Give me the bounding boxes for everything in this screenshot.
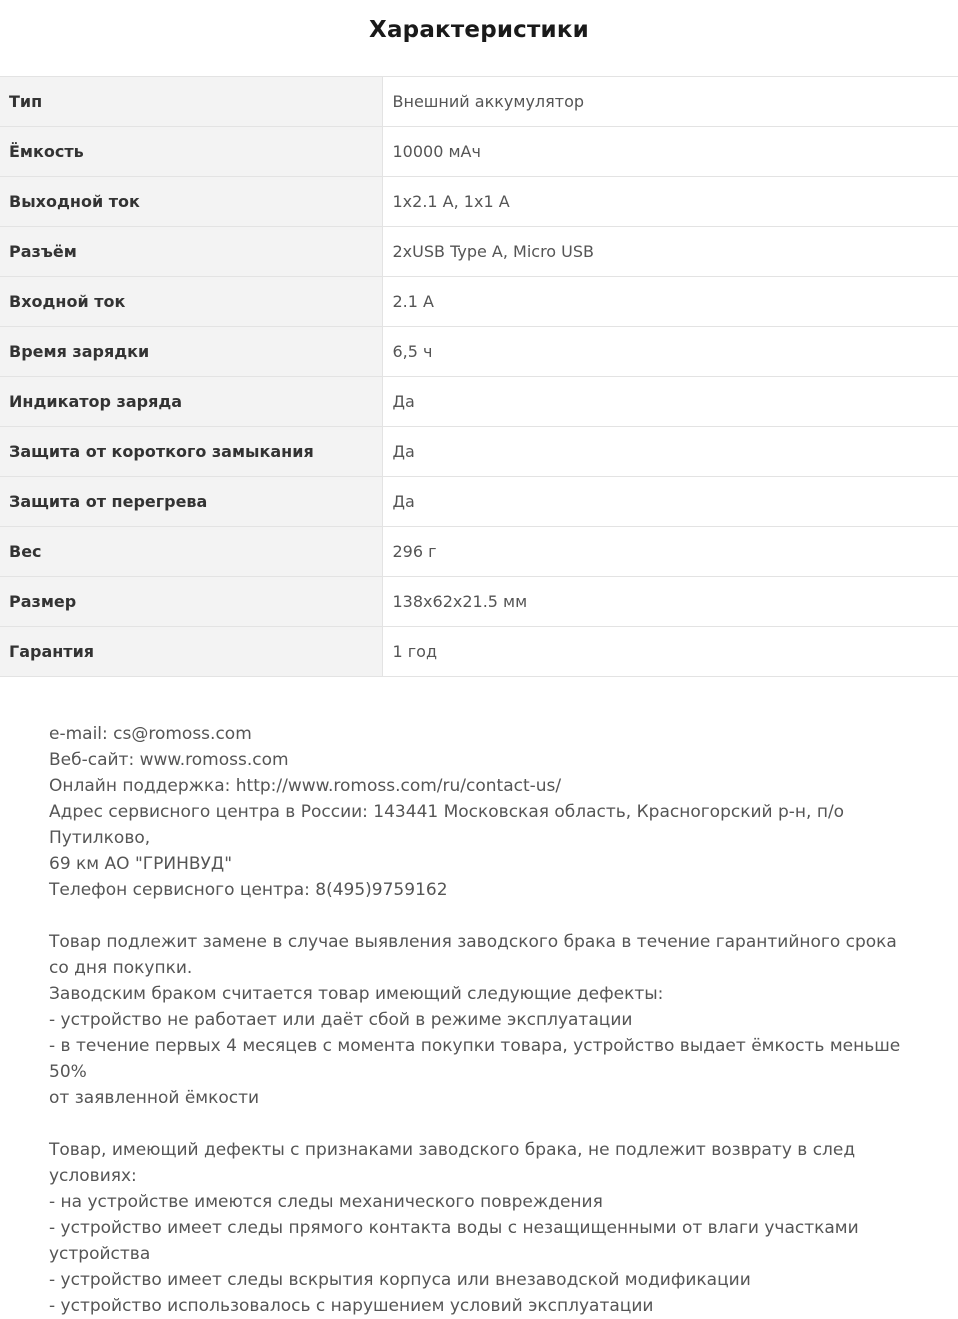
spec-label: Разъём	[0, 227, 382, 277]
spec-value: 2.1 А	[382, 277, 958, 327]
warranty-text: Товар подлежит замене в случае выявления заводского брака в течение гарантийного срока	[49, 932, 897, 952]
warranty-defect-item-cont: от заявленной ёмкости	[49, 1088, 260, 1108]
exclusion-item-cont: устройства	[49, 1244, 151, 1264]
warranty-defect-item: - в течение первых 4 месяцев с момента покупки товара, устройство выдает ёмкость меньше 50%	[49, 1036, 901, 1082]
spec-value: Да	[382, 427, 958, 477]
spec-value: 10000 мАч	[382, 127, 958, 177]
spec-value: 2xUSB Type A, Micro USB	[382, 227, 958, 277]
spec-row-charge-time	[0, 327, 958, 377]
spec-value: Да	[382, 477, 958, 527]
spec-label: Вес	[0, 527, 382, 577]
spec-row-weight	[0, 527, 958, 577]
contact-address: Адрес сервисного центра в России: 143441 Московская область, Красногорский р-н, п/о Путилково,	[49, 802, 845, 848]
exclusion-item: - устройство использовалось с нарушением условий эксплуатации	[49, 1296, 654, 1316]
contact-support: Онлайн поддержка: http://www.romoss.com/ru/contact-us/	[49, 776, 562, 796]
exclusions-section	[49, 1137, 929, 1319]
spec-label: Защита от короткого замыкания	[0, 427, 382, 477]
spec-value: 296 г	[382, 527, 958, 577]
spec-row-connector	[0, 227, 958, 277]
spec-row-charge-indicator	[0, 377, 958, 427]
info-block	[49, 721, 929, 1319]
contact-address-cont: 69 км АО "ГРИНВУД"	[49, 854, 233, 874]
spec-label: Защита от перегрева	[0, 477, 382, 527]
spacer	[49, 903, 929, 929]
spec-row-overheat-protection	[0, 477, 958, 527]
exclusions-text: Товар, имеющий дефекты с признаками заводского брака, не подлежит возврату в след условиях:	[49, 1140, 856, 1186]
spec-value: 1x2.1 А, 1x1 А	[382, 177, 958, 227]
warranty-defect-item: - устройство не работает или даёт сбой в режиме эксплуатации	[49, 1010, 633, 1030]
exclusion-item: - устройство имеет следы вскрытия корпуса или внезаводской модификации	[49, 1270, 751, 1290]
warranty-text: Заводским браком считается товар имеющий следующие дефекты:	[49, 984, 664, 1004]
contact-email: e-mail: cs@romoss.com	[49, 724, 252, 744]
spec-row-size	[0, 577, 958, 627]
spec-label: Тип	[0, 77, 382, 127]
spec-label: Ёмкость	[0, 127, 382, 177]
contact-website: Веб-сайт: www.romoss.com	[49, 750, 289, 770]
spec-value: Да	[382, 377, 958, 427]
spec-row-type	[0, 77, 958, 127]
spec-row-short-circuit-protection	[0, 427, 958, 477]
warranty-section	[49, 929, 929, 1111]
spec-label: Выходной ток	[0, 177, 382, 227]
spec-label: Гарантия	[0, 627, 382, 677]
contact-phone: Телефон сервисного центра: 8(495)9759162	[49, 880, 448, 900]
spec-value: Внешний аккумулятор	[382, 77, 958, 127]
spec-label: Входной ток	[0, 277, 382, 327]
spec-row-input-current	[0, 277, 958, 327]
spec-label: Время зарядки	[0, 327, 382, 377]
spec-row-output-current	[0, 177, 958, 227]
spacer	[49, 1111, 929, 1137]
warranty-text: со дня покупки.	[49, 958, 193, 978]
spec-value: 1 год	[382, 627, 958, 677]
exclusion-item: - устройство имеет следы прямого контакта воды с незащищенными от влаги участками	[49, 1218, 859, 1238]
spec-row-capacity	[0, 127, 958, 177]
exclusion-item: - на устройстве имеются следы механического повреждения	[49, 1192, 603, 1212]
spec-value: 138x62x21.5 мм	[382, 577, 958, 627]
contacts-section	[49, 721, 929, 903]
spec-row-warranty	[0, 627, 958, 677]
page-title: Характеристики	[369, 17, 589, 43]
spec-label: Размер	[0, 577, 382, 627]
spec-value: 6,5 ч	[382, 327, 958, 377]
spec-table	[0, 76, 958, 677]
spec-label: Индикатор заряда	[0, 377, 382, 427]
